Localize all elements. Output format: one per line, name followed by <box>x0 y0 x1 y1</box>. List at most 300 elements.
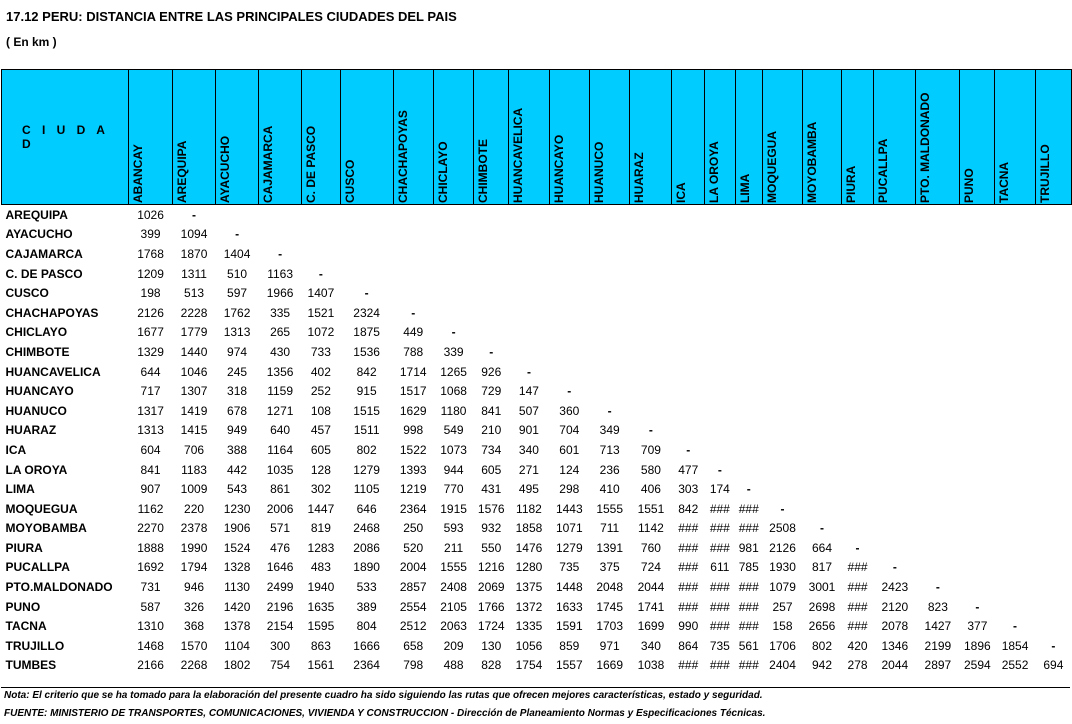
distance-cell: - <box>192 207 197 222</box>
distance-cell <box>960 479 995 499</box>
distance-cell: 729 <box>481 384 502 399</box>
distance-cell: 2154 <box>266 619 294 634</box>
distance-cell: 533 <box>356 580 377 595</box>
row-city-name: PUNO <box>5 599 41 614</box>
distance-cell: - <box>489 344 494 359</box>
column-header <box>216 70 259 205</box>
distance-cell <box>474 264 509 284</box>
distance-cell: 2423 <box>881 580 909 595</box>
distance-cell: 915 <box>356 384 377 399</box>
distance-cell: - <box>975 599 980 614</box>
distance-cell: 1209 <box>137 266 164 281</box>
distance-cell: ### <box>678 560 699 575</box>
table-row <box>2 205 1072 225</box>
distance-cell <box>509 264 549 284</box>
distance-cell <box>841 205 874 225</box>
distance-cell <box>960 499 995 519</box>
distance-cell: 210 <box>481 423 502 438</box>
distance-cell: 271 <box>518 462 539 477</box>
distance-cell: 2196 <box>266 599 294 614</box>
distance-cell <box>995 479 1035 499</box>
column-header <box>302 70 341 205</box>
distance-cell <box>841 499 874 519</box>
source-line: FUENTE: MINISTERIO DE TRANSPORTES, COMUNICACIONES, VIVIENDA Y CONSTRUCCION - Dirección de Planeamiento Normas y Especificaciones Técnicas. <box>4 708 766 719</box>
distance-cell: 1313 <box>223 325 251 340</box>
distance-cell: 1677 <box>137 325 164 340</box>
distance-cell <box>960 225 995 245</box>
row-city-name: PTO.MALDONADO <box>5 580 113 595</box>
distance-cell: ### <box>847 619 868 634</box>
distance-cell: 1699 <box>637 619 665 634</box>
distance-cell <box>672 401 705 421</box>
distance-cell: 420 <box>847 638 868 653</box>
distance-cell <box>960 558 995 578</box>
distance-cell <box>735 440 762 460</box>
distance-cell: 174 <box>709 482 730 497</box>
distance-cell <box>995 381 1035 401</box>
distance-cell: 593 <box>443 521 464 536</box>
distance-cell <box>630 362 672 382</box>
distance-cell: 388 <box>227 442 248 457</box>
distance-cell: 2554 <box>399 599 427 614</box>
distance-cell: ### <box>709 599 730 614</box>
distance-cell <box>995 460 1035 480</box>
distance-cell <box>841 264 874 284</box>
distance-cell <box>549 205 589 225</box>
distance-cell: 804 <box>356 619 377 634</box>
distance-cell <box>762 225 802 245</box>
distance-cell: ### <box>709 580 730 595</box>
table-row <box>2 362 1072 382</box>
row-city-name: HUANUCO <box>5 403 67 418</box>
distance-cell: 442 <box>227 462 248 477</box>
distance-cell <box>589 244 629 264</box>
distance-cell <box>735 244 762 264</box>
distance-cell: 2126 <box>769 540 796 555</box>
distance-cell <box>874 421 916 441</box>
distance-cell <box>474 303 509 323</box>
distance-cell: 510 <box>227 266 248 281</box>
distance-cell: 2324 <box>353 305 380 320</box>
distance-cell: 543 <box>227 482 248 497</box>
table-row <box>2 421 1072 441</box>
distance-cell: 2268 <box>180 658 208 673</box>
distance-cell <box>960 519 995 539</box>
distance-cell: 942 <box>811 658 832 673</box>
distance-cell: 1180 <box>440 403 467 418</box>
distance-cell: 1646 <box>266 560 294 575</box>
distance-cell <box>672 342 705 362</box>
distance-cell <box>630 244 672 264</box>
distance-cell <box>916 538 960 558</box>
distance-cell: 788 <box>403 344 424 359</box>
distance-cell: 3001 <box>808 580 836 595</box>
distance-cell: 257 <box>772 599 793 614</box>
distance-cell: 861 <box>270 482 291 497</box>
distance-cell: 717 <box>140 384 161 399</box>
distance-cell <box>509 303 549 323</box>
distance-cell <box>803 381 842 401</box>
distance-cell <box>630 303 672 323</box>
distance-cell <box>803 264 842 284</box>
table-row <box>2 558 1072 578</box>
distance-cell: 1906 <box>223 521 251 536</box>
column-header <box>129 70 173 205</box>
distance-cell: 2698 <box>808 599 836 614</box>
distance-cell: 1779 <box>180 325 208 340</box>
column-header <box>672 70 705 205</box>
distance-cell: 1391 <box>596 540 624 555</box>
distance-cell: 2270 <box>137 521 164 536</box>
table-row <box>2 303 1072 323</box>
distance-cell <box>1035 283 1071 303</box>
distance-cell: 300 <box>270 638 291 653</box>
distance-cell <box>735 264 762 284</box>
distance-cell: 520 <box>403 540 424 555</box>
table-row <box>2 244 1072 264</box>
distance-cell <box>995 283 1035 303</box>
distance-cell: 785 <box>738 560 759 575</box>
distance-cell <box>916 205 960 225</box>
distance-cell <box>874 244 916 264</box>
distance-cell <box>630 205 672 225</box>
distance-cell <box>672 303 705 323</box>
distance-cell: 252 <box>310 384 331 399</box>
table-row <box>2 401 1072 421</box>
distance-cell: - <box>855 540 860 555</box>
distance-cell <box>960 460 995 480</box>
distance-cell: - <box>648 423 653 438</box>
distance-cell: 1265 <box>440 364 467 379</box>
distance-cell: - <box>364 286 369 301</box>
distance-cell <box>995 538 1035 558</box>
distance-cell <box>960 244 995 264</box>
distance-cell: 863 <box>310 638 331 653</box>
distance-cell: 1870 <box>180 246 208 261</box>
distance-cell <box>803 460 842 480</box>
distance-cell: 571 <box>270 521 291 536</box>
distance-cell <box>1035 421 1071 441</box>
distance-cell: 604 <box>140 442 161 457</box>
distance-cell <box>549 283 589 303</box>
distance-cell: 1570 <box>180 638 208 653</box>
distance-cell <box>549 303 589 323</box>
distance-cell: ### <box>738 658 759 673</box>
distance-cell: ### <box>678 521 699 536</box>
column-header-label: HUANCAYO <box>551 134 566 203</box>
column-header-label: LA OROYA <box>706 141 721 203</box>
distance-cell <box>960 421 995 441</box>
column-header <box>433 70 473 205</box>
column-header-label: TACNA <box>997 161 1012 203</box>
distance-cell: 1419 <box>180 403 208 418</box>
distance-cell <box>841 381 874 401</box>
table-row <box>2 479 1072 499</box>
column-header <box>549 70 589 205</box>
distance-cell: 561 <box>738 638 759 653</box>
distance-cell: 1393 <box>399 462 427 477</box>
distance-cell: 1768 <box>137 246 164 261</box>
distance-cell: 1888 <box>137 540 164 555</box>
distance-cell: 694 <box>1043 658 1064 673</box>
distance-cell <box>672 205 705 225</box>
distance-cell: 706 <box>184 442 205 457</box>
distance-cell <box>735 303 762 323</box>
distance-cell <box>916 225 960 245</box>
distance-cell: 1536 <box>353 344 380 359</box>
distance-cell <box>735 362 762 382</box>
distance-cell <box>630 264 672 284</box>
distance-cell: - <box>411 305 416 320</box>
distance-cell <box>762 479 802 499</box>
distance-cell <box>995 558 1035 578</box>
distance-cell <box>762 323 802 343</box>
distance-cell <box>393 225 433 245</box>
distance-cell: 476 <box>270 540 291 555</box>
distance-cell: 2120 <box>881 599 909 614</box>
distance-cell: 1766 <box>477 599 505 614</box>
distance-cell <box>995 342 1035 362</box>
distance-cell: 819 <box>310 521 331 536</box>
distance-cell: 457 <box>310 423 331 438</box>
column-header-label: CHICLAYO <box>435 141 450 203</box>
distance-cell <box>995 264 1035 284</box>
table-row <box>2 499 1072 519</box>
distance-cell <box>803 479 842 499</box>
distance-cell <box>672 323 705 343</box>
distance-cell <box>630 225 672 245</box>
distance-cell: 1940 <box>307 580 335 595</box>
column-header <box>841 70 874 205</box>
distance-cell <box>1035 362 1071 382</box>
distance-cell: 483 <box>310 560 331 575</box>
distance-cell <box>803 362 842 382</box>
distance-cell: ### <box>847 560 868 575</box>
row-city-name: CHICLAYO <box>5 325 68 340</box>
distance-cell <box>995 323 1035 343</box>
table-row <box>2 519 1072 539</box>
distance-cell <box>704 381 735 401</box>
distance-cell: 130 <box>481 638 502 653</box>
distance-cell: 1317 <box>137 403 164 418</box>
distance-cell <box>704 421 735 441</box>
row-city-name: HUARAZ <box>5 423 57 438</box>
distance-cell <box>762 362 802 382</box>
distance-cell: 278 <box>847 658 868 673</box>
table-row <box>2 323 1072 343</box>
distance-cell: 1555 <box>440 560 467 575</box>
distance-cell: 318 <box>227 384 248 399</box>
distance-cell: 339 <box>443 344 464 359</box>
distance-cell: 2594 <box>964 658 991 673</box>
distance-cell: - <box>451 325 456 340</box>
row-city-name: ICA <box>5 442 27 457</box>
distance-cell <box>1035 205 1071 225</box>
distance-cell: 1230 <box>223 501 251 516</box>
distance-cell: 1142 <box>638 521 664 536</box>
distance-cell: 1990 <box>180 540 208 555</box>
distance-cell <box>474 225 509 245</box>
distance-cell <box>960 538 995 558</box>
distance-cell <box>630 401 672 421</box>
distance-cell: 1468 <box>137 638 164 653</box>
distance-cell <box>735 401 762 421</box>
distance-cell: 402 <box>310 364 331 379</box>
distance-cell: 549 <box>443 423 464 438</box>
distance-cell: 1009 <box>180 482 208 497</box>
distance-cell: 842 <box>356 364 377 379</box>
distance-cell: - <box>780 501 785 516</box>
distance-cell <box>672 283 705 303</box>
distance-cell <box>803 225 842 245</box>
distance-cell: 1415 <box>180 423 208 438</box>
distance-cell <box>803 499 842 519</box>
distance-cell <box>549 362 589 382</box>
distance-cell: 1915 <box>440 501 467 516</box>
column-header <box>393 70 433 205</box>
distance-cell: 1875 <box>353 325 380 340</box>
distance-cell <box>735 283 762 303</box>
column-header-label: HUANCAVELICA <box>511 107 526 203</box>
distance-cell <box>630 323 672 343</box>
distance-cell: ### <box>709 619 730 634</box>
column-header-label: CHIMBOTE <box>476 139 491 203</box>
distance-cell: 1307 <box>180 384 208 399</box>
distance-cell: - <box>746 482 751 497</box>
distance-cell <box>509 205 549 225</box>
table-row <box>2 440 1072 460</box>
distance-cell <box>393 264 433 284</box>
table-row <box>2 225 1072 245</box>
distance-cell: ### <box>738 599 759 614</box>
distance-cell <box>509 225 549 245</box>
distance-cell: 1524 <box>223 540 251 555</box>
distance-cell <box>841 421 874 441</box>
distance-cell <box>960 205 995 225</box>
row-city-name: CAJAMARCA <box>5 246 83 261</box>
distance-cell: 2044 <box>637 580 665 595</box>
distance-cell <box>916 303 960 323</box>
column-header <box>762 70 802 205</box>
distance-cell: 1635 <box>307 599 335 614</box>
distance-cell <box>995 303 1035 323</box>
column-header <box>173 70 216 205</box>
distance-cell: 601 <box>559 442 580 457</box>
distance-cell: 1762 <box>223 305 251 320</box>
table-row <box>2 597 1072 617</box>
distance-cell: ### <box>709 501 730 516</box>
distance-cell <box>589 264 629 284</box>
distance-cell <box>549 342 589 362</box>
distance-cell <box>474 283 509 303</box>
distance-cell: 1854 <box>1001 638 1029 653</box>
distance-cell: 2656 <box>808 619 836 634</box>
distance-cell <box>1035 401 1071 421</box>
row-city-name: CUSCO <box>5 286 49 301</box>
distance-cell: 2364 <box>353 658 380 673</box>
distance-cell <box>630 283 672 303</box>
distance-cell: 1447 <box>307 501 335 516</box>
distance-cell <box>1035 616 1071 636</box>
distance-cell <box>259 225 302 245</box>
distance-cell: ### <box>709 658 730 673</box>
distance-cell <box>672 381 705 401</box>
distance-cell <box>762 244 802 264</box>
distance-cell: 2004 <box>399 560 427 575</box>
distance-cell: 2408 <box>440 580 467 595</box>
distance-cell <box>803 342 842 362</box>
distance-cell <box>340 244 393 264</box>
distance-cell <box>589 362 629 382</box>
distance-table <box>1 69 1072 675</box>
distance-cell <box>916 342 960 362</box>
distance-cell <box>874 401 916 421</box>
distance-cell: 1183 <box>181 462 207 477</box>
table-row <box>2 264 1072 284</box>
distance-cell: 1669 <box>596 658 624 673</box>
distance-cell: 1561 <box>307 658 335 673</box>
distance-cell: 326 <box>184 599 205 614</box>
distance-cell: 430 <box>270 344 291 359</box>
row-city-name: C. DE PASCO <box>5 266 83 281</box>
distance-cell: 211 <box>444 540 464 555</box>
distance-cell <box>916 460 960 480</box>
distance-cell <box>916 362 960 382</box>
distance-cell: 611 <box>710 560 730 575</box>
distance-cell: - <box>1051 638 1056 653</box>
column-header-label: MOQUEGUA <box>764 131 779 203</box>
distance-cell: 198 <box>140 286 161 301</box>
distance-cell: 828 <box>481 658 502 673</box>
table-row <box>2 577 1072 597</box>
distance-cell <box>874 479 916 499</box>
distance-cell <box>995 401 1035 421</box>
distance-cell <box>509 283 549 303</box>
distance-cell: 1104 <box>224 638 250 653</box>
distance-cell: 2126 <box>137 305 164 320</box>
distance-cell: 1346 <box>881 638 909 653</box>
table-row <box>2 342 1072 362</box>
distance-cell: 2897 <box>924 658 952 673</box>
distance-cell <box>995 421 1035 441</box>
distance-cell: 1404 <box>223 246 251 261</box>
distance-cell: 713 <box>599 442 620 457</box>
distance-cell <box>960 362 995 382</box>
distance-cell: ### <box>678 658 699 673</box>
table-body <box>2 205 1072 676</box>
distance-cell <box>916 479 960 499</box>
column-header-label: CAJAMARCA <box>261 125 276 203</box>
distance-cell: ### <box>678 540 699 555</box>
distance-cell <box>735 342 762 362</box>
distance-cell: 864 <box>678 638 699 653</box>
distance-cell <box>916 558 960 578</box>
distance-cell <box>916 499 960 519</box>
distance-cell <box>841 323 874 343</box>
distance-cell: 2069 <box>477 580 505 595</box>
distance-cell <box>874 460 916 480</box>
distance-cell <box>735 205 762 225</box>
distance-cell: 841 <box>140 462 161 477</box>
distance-cell: 410 <box>599 482 620 497</box>
distance-cell: 1515 <box>353 403 380 418</box>
distance-cell <box>1035 460 1071 480</box>
column-header <box>704 70 735 205</box>
distance-cell <box>916 381 960 401</box>
column-header-label: PIURA <box>843 165 858 203</box>
distance-cell <box>874 381 916 401</box>
distance-cell: 944 <box>443 462 464 477</box>
